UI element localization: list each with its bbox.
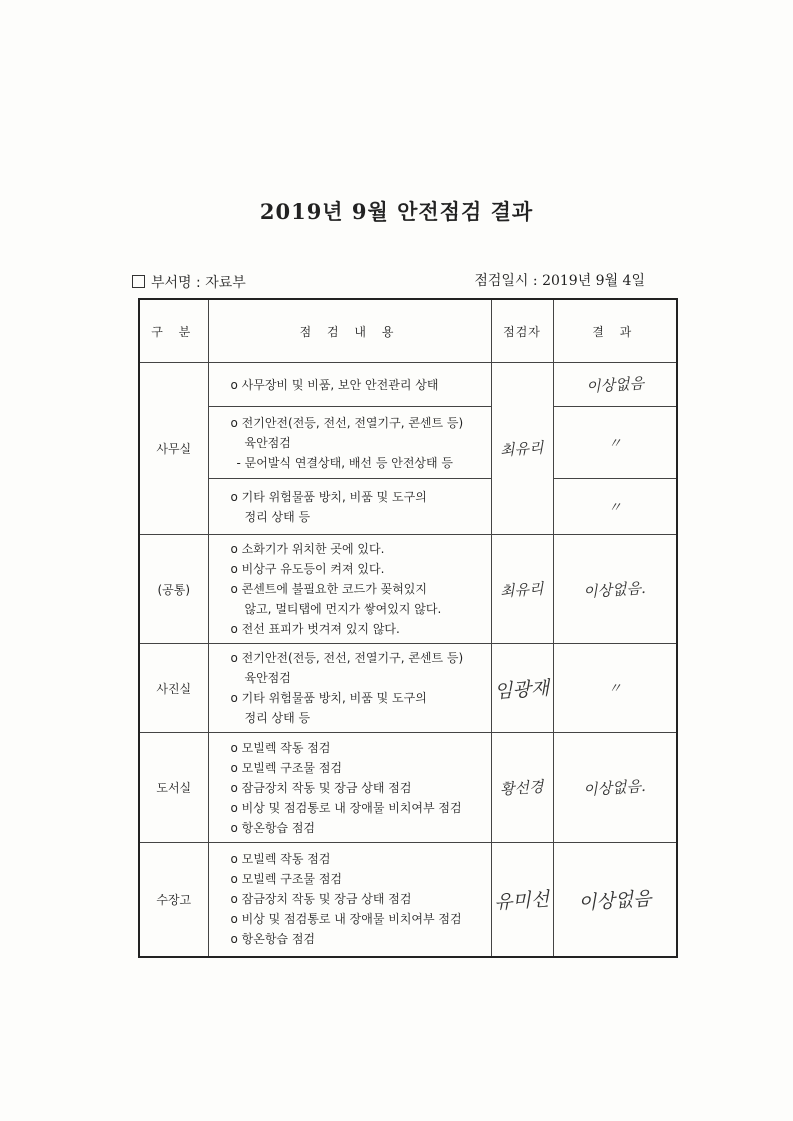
check-item: 정리 상태 등 <box>244 509 311 524</box>
department-field <box>132 272 246 292</box>
table-row <box>139 407 677 479</box>
header-inspector: 점검자 <box>491 299 553 363</box>
check-item: o 전기안전(전등, 전선, 전열기구, 콘센트 등) <box>230 415 464 430</box>
content-cell <box>208 733 491 843</box>
signature: 유미선 <box>493 887 551 914</box>
result-handwritten: 이상없음. <box>582 578 647 601</box>
result-cell <box>553 407 677 479</box>
table-row <box>139 843 677 957</box>
table-row <box>139 363 677 407</box>
check-item: o 모빌렉 작동 점검 <box>230 740 331 755</box>
category-common: (공통) <box>139 535 208 644</box>
check-item: o 비상 및 점검통로 내 장애물 비치여부 점검 <box>230 800 462 815</box>
document-title: 2019년 9월 안전점검 결과 <box>259 199 534 224</box>
table-row <box>139 479 677 535</box>
header-category: 구 분 <box>139 299 208 363</box>
inspector-signature-photo <box>491 644 553 733</box>
check-item: o 콘센트에 불필요한 코드가 꽂혀있지 <box>230 582 427 596</box>
inspector-signature-office <box>491 363 553 535</box>
check-item: o 전선 표피가 벗겨져 있지 않다. <box>230 622 400 636</box>
content-cell <box>208 644 491 733</box>
inspection-table <box>138 298 678 958</box>
content-cell <box>208 479 491 535</box>
ditto-mark: 〃 <box>607 681 622 697</box>
category-office: 사무실 <box>139 363 208 535</box>
signature: 최유리 <box>499 579 545 600</box>
result-cell <box>553 733 677 843</box>
ditto-mark: 〃 <box>607 499 622 516</box>
check-item: o 기타 위험물품 방치, 비품 및 도구의 <box>230 489 427 504</box>
table-row <box>139 644 677 733</box>
check-item: o 모빌렉 구조물 점검 <box>230 760 343 775</box>
table-row <box>139 733 677 843</box>
check-item: o 항온항습 점검 <box>230 932 316 947</box>
result-handwritten: 이상없음 <box>577 887 653 915</box>
category-photo: 사진실 <box>139 644 208 733</box>
department-label: 부서명 : 자료부 <box>151 275 246 291</box>
check-item: o 모빌렉 작동 점검 <box>230 852 331 867</box>
result-cell <box>553 535 677 644</box>
header-content: 점 검 내 용 <box>208 299 491 363</box>
inspection-date: 점검일시 : 2019년 9월 4일 <box>474 273 645 289</box>
check-item: o 소화기가 위치한 곳에 있다. <box>230 542 385 556</box>
check-item: o 비상구 유도등이 켜져 있다. <box>230 562 385 576</box>
result-cell <box>553 843 677 957</box>
check-item: 않고, 멀티탭에 먼지가 쌓여있지 않다. <box>244 602 442 616</box>
check-item: 육안점검 <box>244 435 291 450</box>
department-checkbox[interactable] <box>132 275 145 288</box>
check-item: o 항온항습 점검 <box>230 820 316 835</box>
result-cell <box>553 644 677 733</box>
check-item: o 비상 및 점검통로 내 장애물 비치여부 점검 <box>230 912 462 927</box>
content-cell <box>208 843 491 957</box>
content-cell <box>208 407 491 479</box>
table-row <box>139 535 677 644</box>
table-header-row <box>139 299 677 363</box>
check-item: o 기타 위험물품 방치, 비품 및 도구의 <box>230 691 427 705</box>
result-handwritten: 이상없음 <box>585 373 645 396</box>
header-result: 결 과 <box>553 299 677 363</box>
result-cell <box>553 363 677 407</box>
inspector-signature-storage <box>491 843 553 957</box>
inspector-signature-library <box>491 733 553 843</box>
content-cell <box>208 535 491 644</box>
check-item: 정리 상태 등 <box>244 711 311 725</box>
signature: 황선경 <box>499 777 545 799</box>
check-item: o 잠금장치 작동 및 장금 상태 점검 <box>230 892 412 907</box>
category-library: 도서실 <box>139 733 208 843</box>
signature: 임광재 <box>493 676 551 703</box>
check-item: o 모빌렉 구조물 점검 <box>230 872 343 887</box>
check-item: o 전기안전(전등, 전선, 전열기구, 콘센트 등) <box>230 651 464 665</box>
check-item: 육안점검 <box>244 671 291 685</box>
check-item: o 잠금장치 작동 및 장금 상태 점검 <box>230 780 412 795</box>
ditto-mark: 〃 <box>607 435 622 452</box>
content-cell <box>208 363 491 407</box>
check-item: - 문어발식 연결상태, 배선 등 안전상태 등 <box>236 455 454 470</box>
inspector-signature-common <box>491 535 553 644</box>
result-cell <box>553 479 677 535</box>
check-item: o 사무장비 및 비품, 보안 안전관리 상태 <box>230 377 439 392</box>
result-handwritten: 이상없음. <box>582 776 647 800</box>
category-storage: 수장고 <box>139 843 208 957</box>
signature: 최유리 <box>499 438 545 460</box>
